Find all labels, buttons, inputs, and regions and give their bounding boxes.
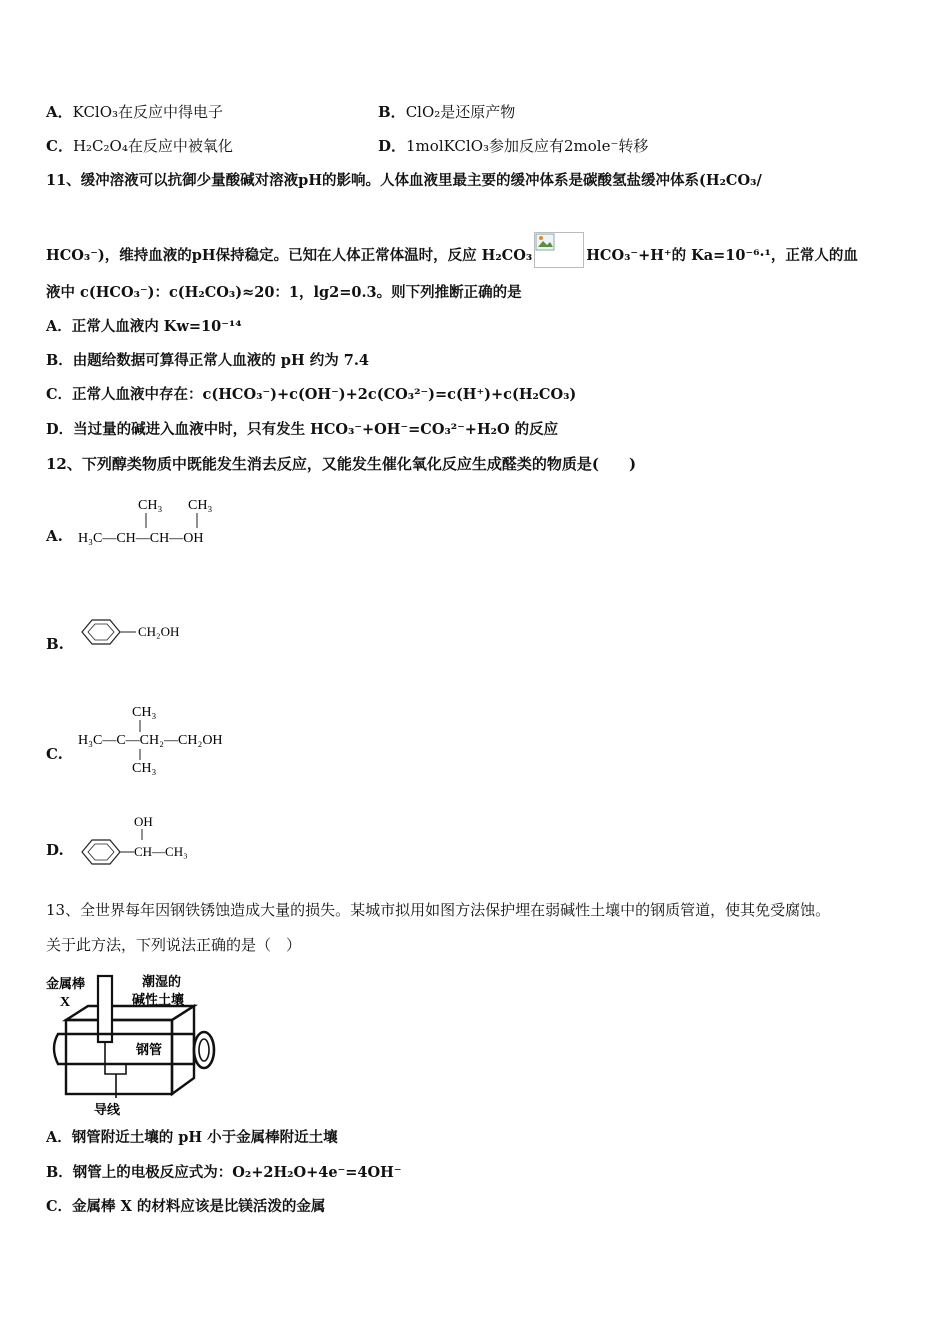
q11-stem-line-2-pre: HCO₃⁻)，维持血液的pH保持稳定。已知在人体正常体温时，反应 H₂CO₃ — [46, 247, 533, 264]
diagram-label-metal-rod: 金属棒 — [46, 976, 86, 991]
q13-stem-line-1: 13、全世界每年因钢铁锈蚀造成大量的损失。某城市拟用如图方法保护埋在弱碱性土壤中的钢质管道，使其免受腐蚀。 — [46, 901, 831, 919]
q12-stem: 12、下列醇类物质中既能发生消去反应，又能发生催化氧化反应生成醛类的物质是( ) — [46, 455, 637, 473]
structure-c — [76, 700, 306, 784]
diagram-label-pipe: 钢管 — [136, 1042, 163, 1057]
diagram-label-soil-2: 碱性土壤 — [132, 992, 185, 1007]
q13-stem-line-2: 关于此方法，下列说法正确的是（ ） — [46, 936, 302, 954]
structure-d-hydroxyl: OH — [134, 814, 153, 829]
structure-a-methyl-1: CH₃ — [138, 498, 163, 513]
q11-stem-line-1: 11、缓冲溶液可以抗御少量酸碱对溶液pH的影响。人体血液里最主要的缓冲体系是碳酸氢盐缓冲体系(H₂CO₃/ — [46, 172, 762, 189]
q10-option-b — [378, 102, 515, 122]
structure-b-substituent: CH₂OH — [138, 624, 180, 639]
cathodic-protection-diagram — [44, 970, 224, 1124]
q10-option-b-text: ClO₂是还原产物 — [405, 103, 516, 121]
structure-a — [76, 492, 286, 556]
q10-option-d-label: D． — [378, 137, 407, 155]
structure-c-main-chain: H₃C—C—CH₂—CH₂OH — [78, 733, 223, 748]
structure-c-methyl-bottom: CH₃ — [132, 761, 157, 776]
q12-option-c-label: C. — [46, 745, 63, 763]
q10-option-c-label: C． — [46, 137, 73, 155]
q12-option-b-label: B. — [46, 635, 64, 653]
q13-option-a: A．钢管附近土壤的 pH 小于金属棒附近土壤 — [46, 1129, 338, 1146]
structure-a-methyl-2: CH₃ — [188, 498, 213, 513]
q10-option-b-label: B． — [378, 103, 406, 121]
q12-option-d-label: D. — [46, 841, 64, 859]
diagram-label-x: X — [60, 995, 71, 1010]
q12-option-a-label: A. — [46, 527, 63, 545]
structure-c-methyl-top: CH₃ — [132, 705, 157, 720]
q10-option-c-text: H₂C₂O₄在反应中被氧化 — [72, 137, 233, 155]
q11-option-a: A．正常人血液内 Kw=10⁻¹⁴ — [46, 318, 242, 335]
q10-option-a-text: KClO₃在反应中得电子 — [72, 103, 224, 121]
q11-stem-line-3: 液中 c(HCO₃⁻)：c(H₂CO₃)≈20：1，lg2=0.3。则下列推断正确的是 — [46, 284, 522, 301]
q11-option-b: B．由题给数据可算得正常人血液的 pH 约为 7.4 — [46, 352, 369, 369]
structure-d — [76, 810, 226, 876]
structure-a-main-chain: H₃C—CH—CH—OH — [78, 531, 204, 546]
q10-option-row-2 — [46, 136, 233, 156]
q10-option-d-text: 1molKClO₃参加反应有2mole⁻转移 — [406, 137, 649, 155]
q13-option-c: C．金属棒 X 的材料应该是比镁活泼的金属 — [46, 1198, 326, 1215]
q11-stem-line-2-post: HCO₃⁻+H⁺的 Ka=10⁻⁶·¹，正常人的血 — [586, 247, 858, 264]
structure-d-chain: CH—CH₃ — [134, 844, 188, 859]
q11-option-d: D．当过量的碱进入血液中时，只有发生 HCO₃⁻+OH⁻=CO₃²⁻+H₂O 的反应 — [46, 421, 559, 438]
equilibrium-arrow-image-icon — [534, 232, 584, 268]
diagram-label-wire: 导线 — [94, 1102, 121, 1117]
q10-option-a-label: A． — [46, 103, 73, 121]
q11-stem-line-2 — [46, 232, 858, 268]
structure-b — [76, 614, 226, 658]
q10-option-d — [378, 136, 648, 156]
diagram-label-soil-1: 潮湿的 — [142, 974, 182, 989]
q11-option-c: C．正常人血液中存在：c(HCO₃⁻)+c(OH⁻)+2c(CO₃²⁻)=c(H⁺)+c(H₂CO₃) — [46, 386, 577, 403]
q10-option-row-1 — [46, 102, 223, 122]
q13-option-b: B．钢管上的电极反应式为：O₂+2H₂O+4e⁻=4OH⁻ — [46, 1164, 402, 1181]
